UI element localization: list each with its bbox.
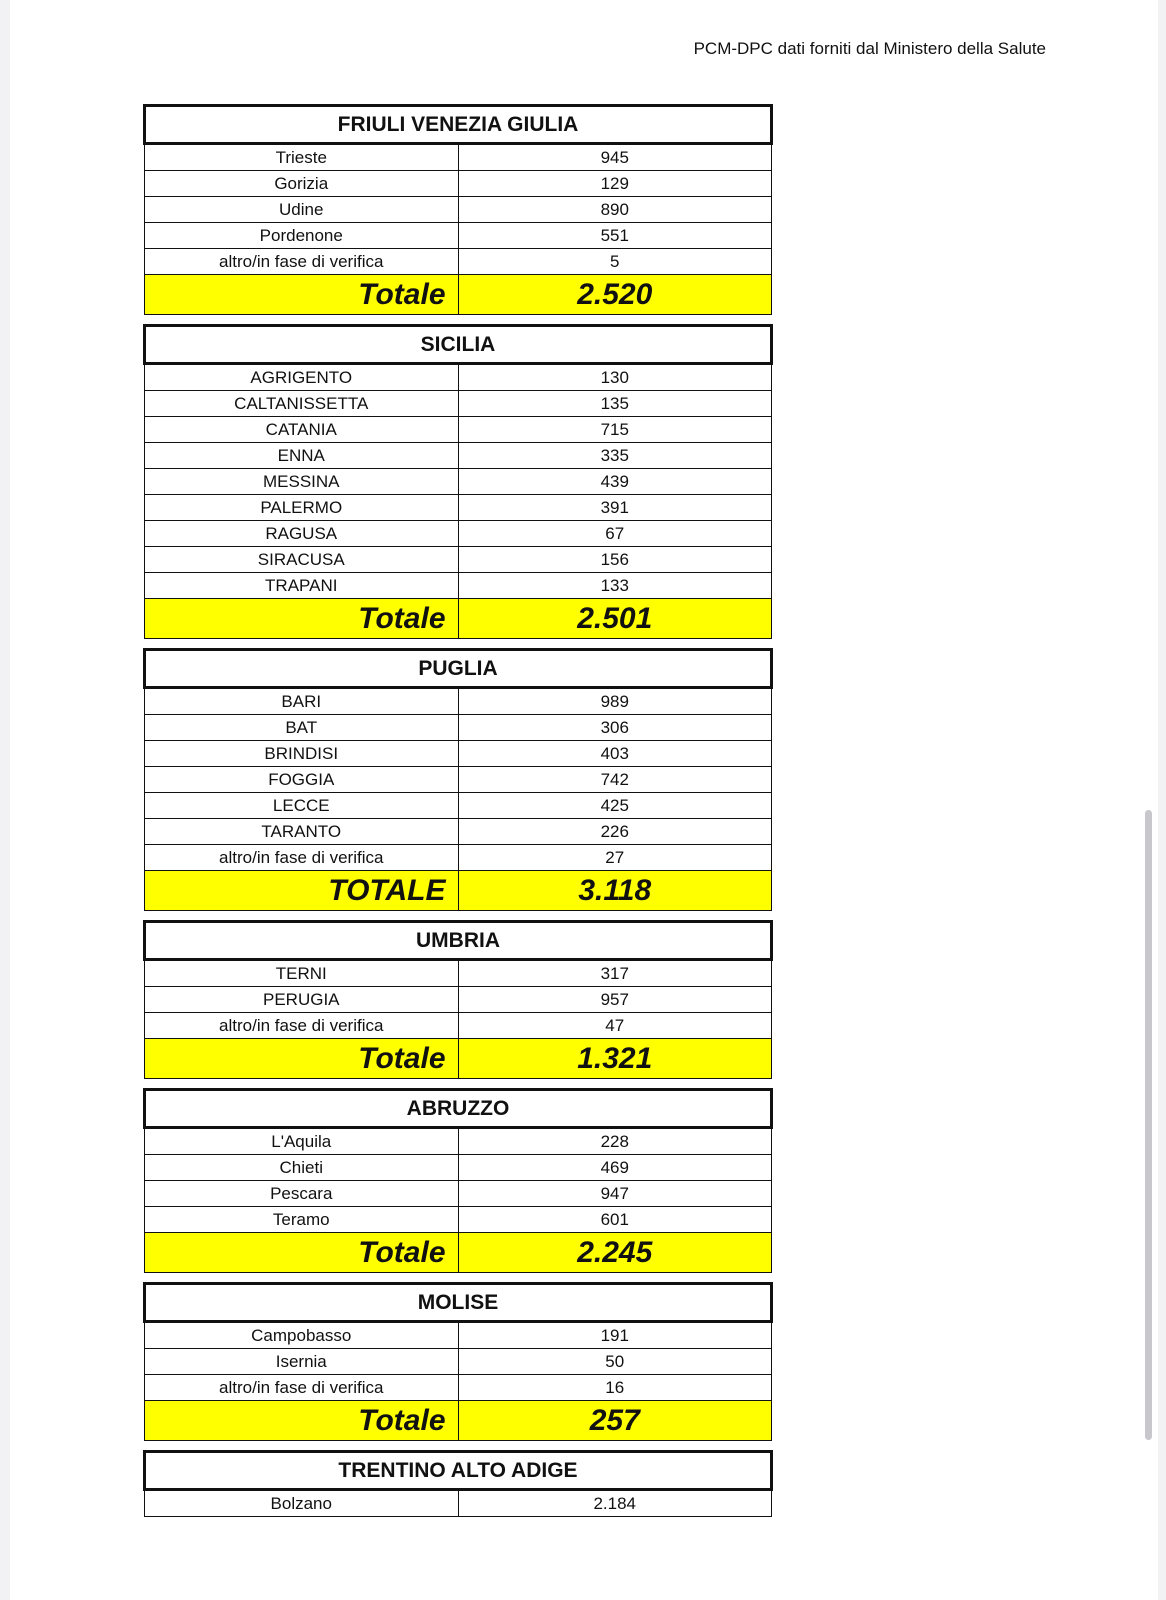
total-label: Totale xyxy=(145,599,459,639)
region-table xyxy=(143,1088,773,1273)
source-header: PCM-DPC dati forniti dal Ministero della Salute xyxy=(693,39,1046,58)
total-row xyxy=(145,599,772,639)
province-name: Isernia xyxy=(145,1349,459,1375)
province-name: Trieste xyxy=(145,144,459,171)
province-name: Udine xyxy=(145,197,459,223)
case-count: 2.184 xyxy=(458,1490,772,1517)
table-row xyxy=(145,688,772,715)
province-name: TRAPANI xyxy=(145,573,459,599)
region-title: PUGLIA xyxy=(145,650,772,688)
total-row xyxy=(145,275,772,315)
table-row xyxy=(145,1128,772,1155)
case-count: 403 xyxy=(458,741,772,767)
table-row xyxy=(145,391,772,417)
table-row xyxy=(145,197,772,223)
case-count: 947 xyxy=(458,1181,772,1207)
table-row xyxy=(145,521,772,547)
case-count: 306 xyxy=(458,715,772,741)
table-row xyxy=(145,469,772,495)
case-count: 425 xyxy=(458,793,772,819)
province-name: TARANTO xyxy=(145,819,459,845)
region-title: FRIULI VENEZIA GIULIA xyxy=(145,106,772,144)
table-row xyxy=(145,960,772,987)
province-name: altro/in fase di verifica xyxy=(145,1013,459,1039)
total-value: 2.245 xyxy=(458,1233,772,1273)
region-table xyxy=(143,1450,773,1517)
total-value: 1.321 xyxy=(458,1039,772,1079)
province-name: ENNA xyxy=(145,443,459,469)
province-name: PALERMO xyxy=(145,495,459,521)
region-table xyxy=(143,648,773,911)
province-name: MESSINA xyxy=(145,469,459,495)
case-count: 715 xyxy=(458,417,772,443)
table-row xyxy=(145,793,772,819)
case-count: 317 xyxy=(458,960,772,987)
case-count: 335 xyxy=(458,443,772,469)
province-name: BRINDISI xyxy=(145,741,459,767)
province-name: L'Aquila xyxy=(145,1128,459,1155)
province-name: AGRIGENTO xyxy=(145,364,459,391)
region-title: ABRUZZO xyxy=(145,1090,772,1128)
case-count: 391 xyxy=(458,495,772,521)
table-row xyxy=(145,819,772,845)
table-row xyxy=(145,249,772,275)
province-name: Teramo xyxy=(145,1207,459,1233)
case-count: 469 xyxy=(458,1155,772,1181)
table-row xyxy=(145,364,772,391)
province-name: altro/in fase di verifica xyxy=(145,249,459,275)
table-row xyxy=(145,223,772,249)
table-row xyxy=(145,573,772,599)
table-row xyxy=(145,741,772,767)
region-table xyxy=(143,920,773,1079)
case-count: 133 xyxy=(458,573,772,599)
province-name: TERNI xyxy=(145,960,459,987)
total-row xyxy=(145,1039,772,1079)
region-title: UMBRIA xyxy=(145,922,772,960)
case-count: 5 xyxy=(458,249,772,275)
table-row xyxy=(145,1322,772,1349)
province-name: CALTANISSETTA xyxy=(145,391,459,417)
province-name: Chieti xyxy=(145,1155,459,1181)
total-row xyxy=(145,1401,772,1441)
document-page xyxy=(10,0,1158,1600)
case-count: 156 xyxy=(458,547,772,573)
total-value: 2.501 xyxy=(458,599,772,639)
table-row xyxy=(145,1013,772,1039)
region-title: TRENTINO ALTO ADIGE xyxy=(145,1452,772,1490)
province-name: FOGGIA xyxy=(145,767,459,793)
province-name: Gorizia xyxy=(145,171,459,197)
province-name: LECCE xyxy=(145,793,459,819)
case-count: 945 xyxy=(458,144,772,171)
case-count: 27 xyxy=(458,845,772,871)
total-label: Totale xyxy=(145,275,459,315)
table-row xyxy=(145,171,772,197)
province-name: BARI xyxy=(145,688,459,715)
total-value: 3.118 xyxy=(458,871,772,911)
table-row xyxy=(145,144,772,171)
table-row xyxy=(145,1155,772,1181)
table-row xyxy=(145,1375,772,1401)
table-row xyxy=(145,495,772,521)
case-count: 135 xyxy=(458,391,772,417)
table-row xyxy=(145,715,772,741)
total-value: 2.520 xyxy=(458,275,772,315)
province-name: altro/in fase di verifica xyxy=(145,1375,459,1401)
table-row xyxy=(145,1207,772,1233)
region-table xyxy=(143,324,773,639)
province-name: Bolzano xyxy=(145,1490,459,1517)
table-row xyxy=(145,1181,772,1207)
region-tables xyxy=(143,104,773,1526)
case-count: 439 xyxy=(458,469,772,495)
total-value: 257 xyxy=(458,1401,772,1441)
total-label: Totale xyxy=(145,1233,459,1273)
region-table xyxy=(143,104,773,315)
case-count: 191 xyxy=(458,1322,772,1349)
province-name: SIRACUSA xyxy=(145,547,459,573)
province-name: CATANIA xyxy=(145,417,459,443)
case-count: 742 xyxy=(458,767,772,793)
table-row xyxy=(145,767,772,793)
case-count: 130 xyxy=(458,364,772,391)
case-count: 989 xyxy=(458,688,772,715)
province-name: altro/in fase di verifica xyxy=(145,845,459,871)
province-name: Campobasso xyxy=(145,1322,459,1349)
total-row xyxy=(145,1233,772,1273)
case-count: 129 xyxy=(458,171,772,197)
province-name: RAGUSA xyxy=(145,521,459,547)
table-row xyxy=(145,1349,772,1375)
vertical-scrollbar[interactable] xyxy=(1145,810,1152,1440)
region-table xyxy=(143,1282,773,1441)
case-count: 228 xyxy=(458,1128,772,1155)
total-label: TOTALE xyxy=(145,871,459,911)
case-count: 957 xyxy=(458,987,772,1013)
case-count: 226 xyxy=(458,819,772,845)
region-title: MOLISE xyxy=(145,1284,772,1322)
case-count: 551 xyxy=(458,223,772,249)
table-row xyxy=(145,845,772,871)
case-count: 16 xyxy=(458,1375,772,1401)
total-row xyxy=(145,871,772,911)
province-name: Pescara xyxy=(145,1181,459,1207)
case-count: 890 xyxy=(458,197,772,223)
case-count: 47 xyxy=(458,1013,772,1039)
table-row xyxy=(145,417,772,443)
total-label: Totale xyxy=(145,1039,459,1079)
case-count: 67 xyxy=(458,521,772,547)
case-count: 50 xyxy=(458,1349,772,1375)
province-name: BAT xyxy=(145,715,459,741)
province-name: Pordenone xyxy=(145,223,459,249)
region-title: SICILIA xyxy=(145,326,772,364)
total-label: Totale xyxy=(145,1401,459,1441)
province-name: PERUGIA xyxy=(145,987,459,1013)
table-row xyxy=(145,547,772,573)
case-count: 601 xyxy=(458,1207,772,1233)
table-row xyxy=(145,443,772,469)
table-row xyxy=(145,1490,772,1517)
table-row xyxy=(145,987,772,1013)
